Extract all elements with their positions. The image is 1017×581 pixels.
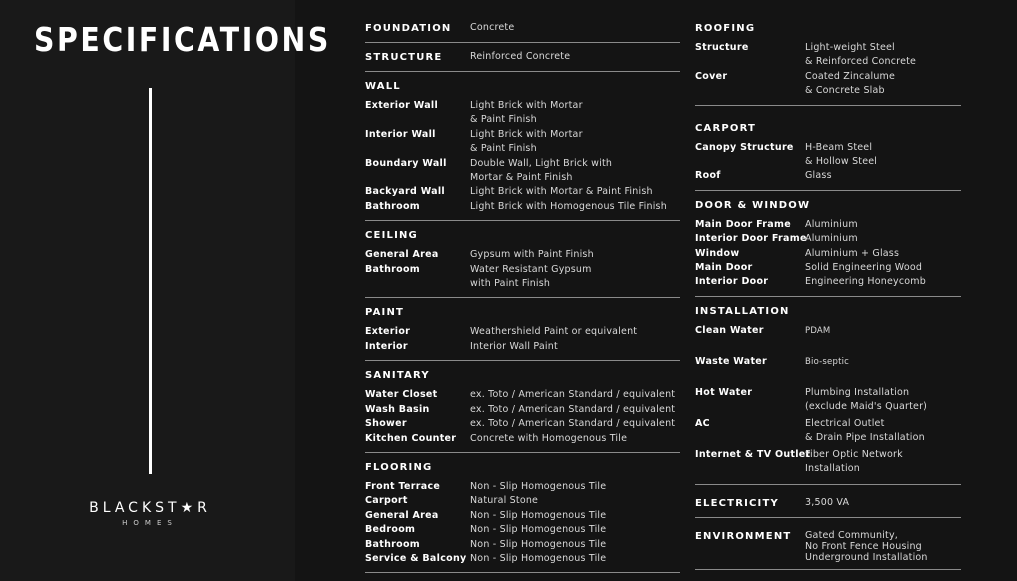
spec-label: Bathroom <box>365 200 420 212</box>
spec-label: Service & Balcony <box>365 552 467 564</box>
spec-row <box>365 552 680 566</box>
spec-value: Non - Slip Homogenous Tile <box>470 538 607 550</box>
spec-row <box>695 275 961 289</box>
spec-label: Interior Door <box>695 276 769 288</box>
vertical-divider <box>149 88 152 474</box>
spec-row <box>695 386 961 416</box>
spec-row <box>365 523 680 537</box>
spec-label: Clean Water <box>695 324 764 336</box>
section-heading: INSTALLATION <box>695 305 790 317</box>
spec-row <box>365 417 680 431</box>
brand-logo-subtitle: HOMES <box>122 519 178 527</box>
spec-label: Interior Wall <box>365 128 436 140</box>
spec-value: Light Brick with Mortar & Paint Finish <box>470 186 653 198</box>
sidebar-panel <box>0 0 331 581</box>
spec-row <box>365 480 680 494</box>
section-heading: PAINT <box>365 307 405 319</box>
spec-section-door-window <box>695 199 961 297</box>
spec-row <box>365 185 680 199</box>
spec-section-flooring <box>365 461 680 573</box>
spec-row <box>365 403 680 417</box>
spec-row <box>695 355 961 385</box>
spec-label: Main Door Frame <box>695 218 791 230</box>
spec-label: Backyard Wall <box>365 186 445 198</box>
spec-label: Wash Basin <box>365 403 430 415</box>
spec-label: Exterior Wall <box>365 100 439 111</box>
spec-value: Aluminium + Glass <box>805 247 900 259</box>
spec-label: Kitchen Counter <box>365 432 457 444</box>
spec-row <box>695 41 961 70</box>
spec-value: Solid Engineering Wood <box>805 262 923 274</box>
spec-value: Interior Wall Paint <box>470 340 558 352</box>
spec-row <box>695 232 961 246</box>
spec-row <box>365 99 680 128</box>
spec-label: Structure <box>695 42 749 53</box>
spec-section-carport <box>695 114 961 191</box>
section-heading: FLOORING <box>365 461 433 473</box>
spec-label: Front Terrace <box>365 480 441 492</box>
spec-row <box>365 263 680 292</box>
spec-value: Engineering Honeycomb <box>805 276 926 288</box>
spec-label: Exterior <box>365 326 411 338</box>
spec-section-environment <box>695 526 961 570</box>
spec-value: ex. Toto / American Standard / equivalent <box>470 389 676 401</box>
brand-logo: BLACKST★R <box>89 500 211 516</box>
spec-value: Electrical Outlet & Drain Pipe Installation <box>805 417 925 444</box>
spec-label: Internet & TV Outlet <box>695 448 811 460</box>
section-heading: WALL <box>365 81 401 92</box>
spec-value: Light Brick with Mortar & Paint Finish <box>470 128 583 155</box>
spec-value: Aluminium <box>805 233 858 245</box>
spec-value: Light Brick with Homogenous Tile Finish <box>470 200 667 212</box>
spec-label: Bedroom <box>365 524 416 536</box>
spec-section-roofing <box>695 22 961 106</box>
spec-value: H-Beam Steel & Hollow Steel <box>805 141 878 168</box>
spec-label: Bathroom <box>365 538 420 550</box>
spec-row <box>695 261 961 275</box>
spec-label: Carport <box>365 495 408 507</box>
spec-label: Canopy Structure <box>695 141 794 153</box>
spec-row <box>365 157 680 186</box>
spec-value: ex. Toto / American Standard / equivalent <box>470 418 676 430</box>
spec-value: ex. Toto / American Standard / equivalent <box>470 403 676 415</box>
spec-row <box>695 417 961 447</box>
spec-row <box>365 200 680 214</box>
spec-value: Bio-septic <box>805 356 850 367</box>
spec-row <box>695 218 961 232</box>
spec-value: Concrete with Homogenous Tile <box>470 432 628 444</box>
spec-row <box>695 324 961 354</box>
section-heading: FOUNDATION <box>365 23 452 34</box>
spec-row <box>365 128 680 157</box>
spec-value: Non - Slip Homogenous Tile <box>470 480 607 492</box>
spec-value: Aluminium <box>805 218 858 230</box>
section-heading: CARPORT <box>695 122 757 134</box>
spec-row <box>365 509 680 523</box>
spec-label: Cover <box>695 70 728 82</box>
spec-section-installation <box>695 305 961 485</box>
section-heading: ELECTRICITY <box>695 497 779 509</box>
spec-value: Glass <box>805 170 832 182</box>
section-heading: ENVIRONMENT <box>695 530 792 542</box>
spec-value: Non - Slip Homogenous Tile <box>470 552 607 564</box>
spec-label: General Area <box>365 249 439 261</box>
spec-column-right <box>695 22 961 578</box>
spec-value: Fiber Optic Network Installation <box>805 448 903 475</box>
spec-row <box>365 388 680 402</box>
spec-value: 3,500 VA <box>805 496 850 508</box>
spec-row <box>695 448 961 477</box>
spec-value: Light-weight Steel & Reinforced Concrete <box>805 42 917 68</box>
spec-value: Light Brick with Mortar & Paint Finish <box>470 100 583 126</box>
spec-row <box>695 141 961 170</box>
page-title: SPECIFICATIONS <box>34 20 331 59</box>
spec-section-sanitary <box>365 369 680 453</box>
spec-label: General Area <box>365 509 439 521</box>
spec-value: Non - Slip Homogenous Tile <box>470 524 607 536</box>
spec-value: Reinforced Concrete <box>470 51 571 62</box>
spec-label: Interior Door Frame <box>695 233 807 245</box>
spec-row <box>695 169 961 183</box>
spec-row <box>365 248 680 262</box>
spec-value: Coated Zincalume & Concrete Slab <box>805 70 896 97</box>
spec-value: Non - Slip Homogenous Tile <box>470 509 607 521</box>
spec-row <box>695 247 961 261</box>
spec-row <box>365 538 680 552</box>
spec-row <box>365 325 680 339</box>
spec-value: Double Wall, Light Brick with Mortar & Paint Finish <box>470 157 613 184</box>
spec-row <box>695 70 961 99</box>
spec-section-wall <box>365 80 680 221</box>
spec-label: Boundary Wall <box>365 157 447 169</box>
spec-row <box>365 432 680 446</box>
spec-value: Concrete <box>470 22 515 33</box>
spec-label: Main Door <box>695 262 753 274</box>
spec-label: Roof <box>695 170 721 182</box>
spec-row <box>365 494 680 508</box>
spec-value: Weathershield Paint or equivalent <box>470 326 638 338</box>
spec-value: Gated Community, No Front Fence Housing Underground Installation <box>805 529 928 563</box>
spec-label: Water Closet <box>365 389 438 401</box>
spec-label: Window <box>695 247 740 259</box>
spec-row <box>365 340 680 354</box>
spec-label: Hot Water <box>695 386 753 398</box>
spec-section-foundation <box>365 22 680 43</box>
spec-value: Gypsum with Paint Finish <box>470 249 594 261</box>
spec-value: Natural Stone <box>470 495 539 507</box>
spec-label: Bathroom <box>365 263 420 275</box>
spec-label: AC <box>695 417 710 429</box>
spec-section-structure <box>365 51 680 72</box>
section-heading: SANITARY <box>365 370 430 382</box>
spec-label: Shower <box>365 418 407 430</box>
section-heading: CEILING <box>365 230 418 242</box>
spec-label: Waste Water <box>695 355 768 367</box>
spec-column-left <box>365 22 680 581</box>
spec-value: Plumbing Installation (exclude Maid's Quarter) <box>805 386 928 413</box>
spec-section-electricity <box>695 493 961 518</box>
spec-value: Water Resistant Gypsum with Paint Finish <box>470 263 592 290</box>
section-heading: STRUCTURE <box>365 52 443 63</box>
section-heading: ROOFING <box>695 23 756 34</box>
section-heading: DOOR & WINDOW <box>695 199 811 211</box>
spec-section-paint <box>365 306 680 361</box>
spec-label: Interior <box>365 340 408 352</box>
spec-section-ceiling <box>365 229 680 298</box>
spec-value: PDAM <box>805 325 831 336</box>
